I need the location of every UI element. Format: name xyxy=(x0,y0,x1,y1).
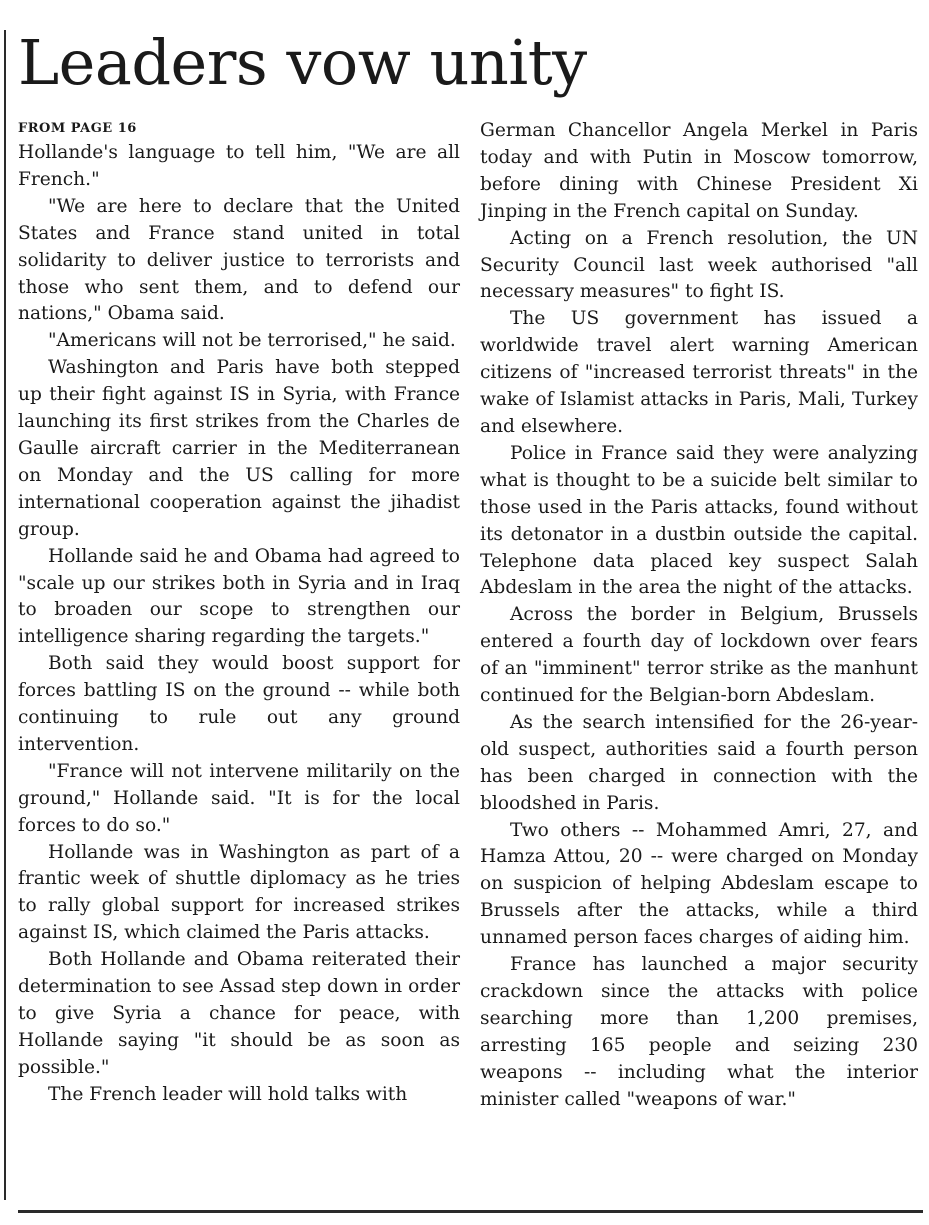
paragraph: Washington and Paris have both stepped up their fight against IS in Syria, with France launching its first strikes from the Charles de Gaulle aircraft carrier in the Mediterranean on Monday and the US calling for more international cooperation against the jihadist group. xyxy=(18,357,460,540)
headline: Leaders vow unity xyxy=(18,26,587,99)
paragraph: Across the border in Belgium, Brussels entered a fourth day of lockdown over fears of an "imminent" terror strike as the manhunt continued for the Belgian-born Abdeslam. xyxy=(480,604,918,707)
article-column-right xyxy=(480,118,918,1114)
jump-line: FROM PAGE 16 xyxy=(18,121,137,136)
paragraph: "France will not intervene militarily on the ground," Hollande said. "It is for the local forces to do so." xyxy=(18,760,460,836)
bottom-rule xyxy=(18,1210,923,1213)
paragraph: The French leader will hold talks with xyxy=(48,1083,408,1105)
paragraph: "We are here to declare that the United States and France stand united in total solidarity to deliver justice to terrorists and those who sent them, and to defend our nations," Obama said. xyxy=(18,195,460,325)
paragraph: Two others -- Mohammed Amri, 27, and Hamza Attou, 20 -- were charged on Monday on suspicion of helping Abdeslam escape to Brussels after the attacks, while a third unnamed person faces charges of aiding him. xyxy=(480,819,918,949)
paragraph: "Americans will not be terrorised," he said. xyxy=(48,330,456,352)
paragraph: Both said they would boost support for forces battling IS on the ground -- while both continuing to rule out any ground intervention. xyxy=(18,653,460,755)
paragraph: Hollande's language to tell him, "We are all French." xyxy=(18,142,460,190)
paragraph: The US government has issued a worldwide travel alert warning American citizens of "increased terrorist threats" in the wake of Islamist attacks in Paris, Mali, Turkey and elsewhere. xyxy=(480,308,918,437)
paragraph: Hollande was in Washington as part of a frantic week of shuttle diplomacy as he tries to rally global support for increased strikes against IS, which claimed the Paris attacks. xyxy=(18,841,460,944)
paragraph: Hollande said he and Obama had agreed to "scale up our strikes both in Syria and in Iraq to broaden our scope to strengthen our intelligence sharing regarding the targets." xyxy=(18,545,460,648)
paragraph: As the search intensified for the 26-year-old suspect, authorities said a fourth person has been charged in connection with the bloodshed in Paris. xyxy=(480,711,918,814)
column-rule-left xyxy=(4,30,6,1200)
article-column-left xyxy=(18,118,460,1109)
paragraph: France has launched a major security crackdown since the attacks with police searching more than 1,200 premises, arresting 165 people and seizing 230 weapons -- including what the interior minister called "weapons of war." xyxy=(480,954,918,1110)
paragraph: Both Hollande and Obama reiterated their determination to see Assad step down in order to give Syria a chance for peace, with Hollande saying "it should be as soon as possible." xyxy=(18,949,460,1078)
paragraph: German Chancellor Angela Merkel in Paris today and with Putin in Moscow tomorrow, before dining with Chinese President Xi Jinping in the French capital on Sunday. xyxy=(480,120,918,222)
paragraph: Police in France said they were analyzing what is thought to be a suicide belt similar to those used in the Paris attacks, found without its detonator in a dustbin outside the capital. Telephone data placed key suspect Salah Abdeslam in the area the night of the attacks. xyxy=(480,442,918,599)
paragraph: Acting on a French resolution, the UN Security Council last week authorised "all necessary measures" to fight IS. xyxy=(480,227,918,303)
